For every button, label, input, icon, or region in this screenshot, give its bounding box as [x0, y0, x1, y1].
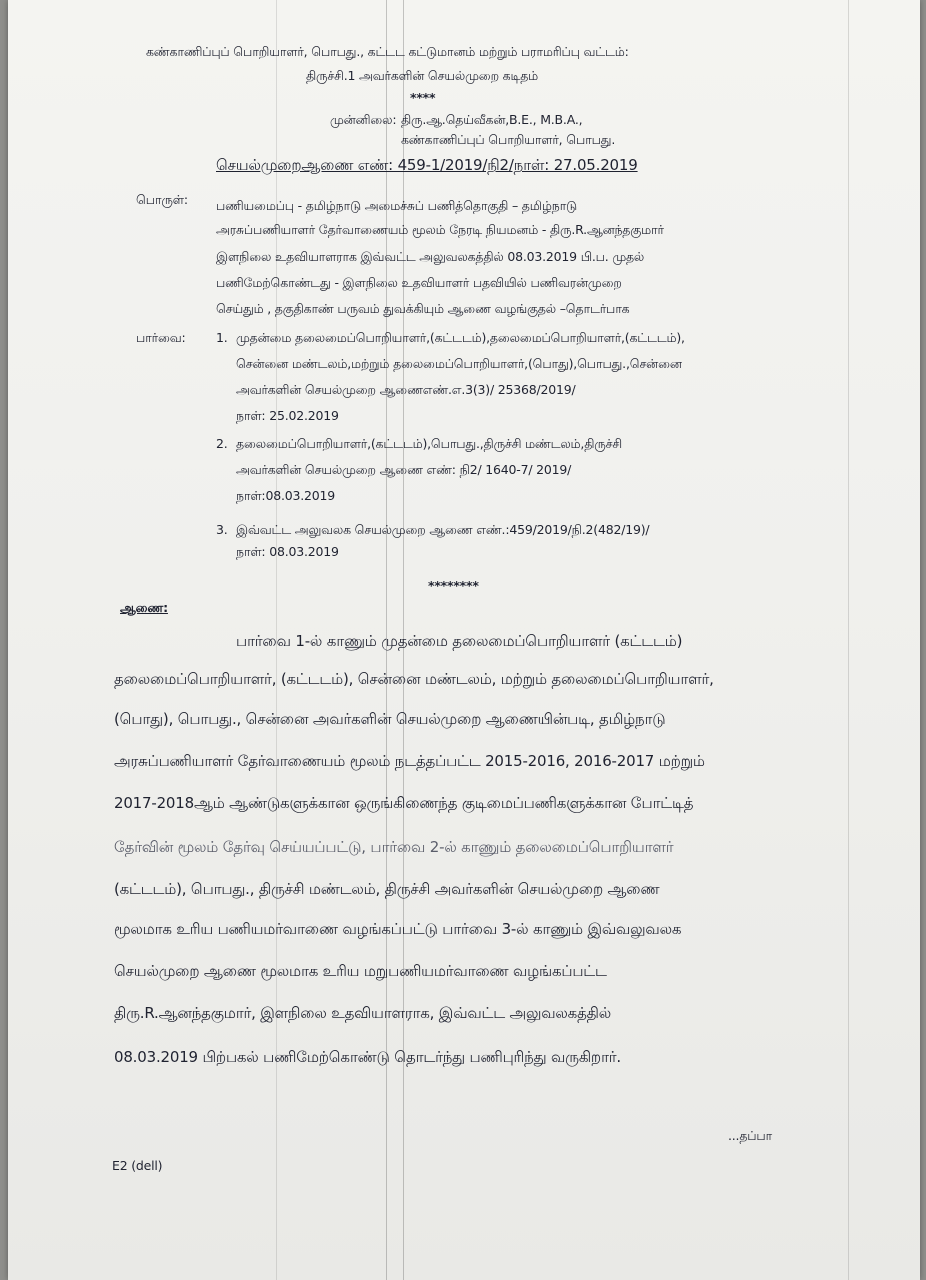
order-line: செயல்முறை ஆணை மூலமாக உரிய மறுபணியமர்வாணை வழங்கப்பட்ட — [114, 962, 607, 980]
presence-name: திரு.ஆ.தெய்வீகன்,B.E., M.B.A., — [401, 112, 583, 127]
subject-line: செய்தும் , தகுதிகாண் பருவம் துவக்கியும் ஆணை வழங்குதல் –தொடர்பாக — [216, 301, 630, 316]
order-label: ஆணை: — [120, 600, 168, 615]
reference-date: நாள்: 25.02.2019 — [236, 408, 339, 423]
reference-number: 3. — [216, 522, 228, 537]
reference-line: தலைமைப்பொறியாளர்,(கட்டடம்),பொபது.,திருச்சி மண்டலம்,திருச்சி — [236, 436, 622, 451]
fold-line — [848, 0, 849, 1280]
reference-line: சென்னை மண்டலம்,மற்றும் தலைமைப்பொறியாளர்,(பொது),பொபது.,சென்னை — [236, 356, 682, 371]
file-code: E2 (dell) — [112, 1158, 163, 1173]
order-line: 08.03.2019 பிற்பகல் பணிமேற்கொண்டு தொடர்ந்து பணிபுரிந்து வருகிறார். — [114, 1048, 621, 1066]
order-line: திரு.R.ஆனந்தகுமார், இளநிலை உதவியாளராக, இவ்வட்ட அலுவலகத்தில் — [114, 1004, 611, 1022]
subject-line: இளநிலை உதவியாளராக இவ்வட்ட அலுவலகத்தில் 08.03.2019 பி.ப. முதல் — [216, 249, 645, 264]
subject-label: பொருள்: — [136, 192, 188, 207]
presence-label: முன்னிலை: — [330, 112, 397, 127]
presence-title: கண்காணிப்புப் பொறியாளர், பொபது. — [401, 132, 616, 147]
reference-line: அவர்களின் செயல்முறை ஆணைஎண்.எ.3(3)/ 25368/2019/ — [236, 382, 576, 397]
reference-date: நாள்: 08.03.2019 — [236, 544, 339, 559]
reference-date: நாள்:08.03.2019 — [236, 488, 336, 503]
order-line: பார்வை 1-ல் காணும் முதன்மை தலைமைப்பொறியாளர் (கட்டடம்) — [236, 632, 683, 650]
order-line: தலைமைப்பொறியாளர், (கட்டடம்), சென்னை மண்டலம், மற்றும் தலைமைப்பொறியாளர், — [114, 670, 714, 688]
order-reference: செயல்முறைஆணை எண்: 459-1/2019/நி2/நாள்: 27.05.2019 — [216, 156, 638, 174]
header-line-1: கண்காணிப்புப் பொறியாளர், பொபது., கட்டட கட்டுமானம் மற்றும் பராமரிப்பு வட்டம்: — [146, 44, 629, 59]
references-stars: ******** — [428, 578, 479, 593]
reference-line: முதன்மை தலைமைப்பொறியாளர்,(கட்டடம்),தலைமைப்பொறியாளர்,(கட்டடம்), — [236, 330, 685, 345]
order-line: மூலமாக உரிய பணியமர்வாணை வழங்கப்பட்டு பார்வை 3-ல் காணும் இவ்வலுவலக — [114, 920, 682, 938]
reference-line: அவர்களின் செயல்முறை ஆணை எண்: நி2/ 1640-7/ 2019/ — [236, 462, 572, 477]
order-line: (கட்டடம்), பொபது., திருச்சி மண்டலம், திருச்சி அவர்களின் செயல்முறை ஆணை — [114, 880, 660, 898]
order-line: தேர்வின் மூலம் தேர்வு செய்யப்பட்டு, பார்வை 2-ல் காணும் தலைமைப்பொறியாளர் — [114, 838, 674, 856]
order-line: 2017-2018ஆம் ஆண்டுகளுக்கான ஒருங்கிணைந்த குடிமைப்பணிகளுக்கான போட்டித் — [114, 794, 694, 812]
references-label: பார்வை: — [136, 330, 186, 345]
order-line: (பொது), பொபது., சென்னை அவர்களின் செயல்முறை ஆணையின்படி, தமிழ்நாடு — [114, 710, 666, 728]
reference-line: இவ்வட்ட அலுவலக செயல்முறை ஆணை எண்.:459/2019/நி.2(482/19)/ — [236, 522, 650, 537]
reference-number: 1. — [216, 330, 228, 345]
subject-line: பணியமைப்பு - தமிழ்நாடு அமைச்சுப் பணித்தொகுதி – தமிழ்நாடு — [216, 198, 577, 213]
header-stars: **** — [410, 90, 436, 105]
subject-line: அரசுப்பணியாளர் தேர்வாணையம் மூலம் நேரடி நியமனம் - திரு.R.ஆனந்தகுமார் — [216, 222, 664, 237]
order-line: அரசுப்பணியாளர் தேர்வாணையம் மூலம் நடத்தப்பட்ட 2015-2016, 2016-2017 மற்றும் — [114, 752, 705, 770]
continued-marker: ...தப்பா — [728, 1128, 772, 1143]
document-page — [8, 0, 920, 1280]
header-line-2: திருச்சி.1 அவர்களின் செயல்முறை கடிதம் — [306, 68, 539, 83]
subject-line: பணிமேற்கொண்டது - இளநிலை உதவியாளர் பதவியில் பணிவரன்முறை — [216, 275, 622, 290]
reference-number: 2. — [216, 436, 228, 451]
